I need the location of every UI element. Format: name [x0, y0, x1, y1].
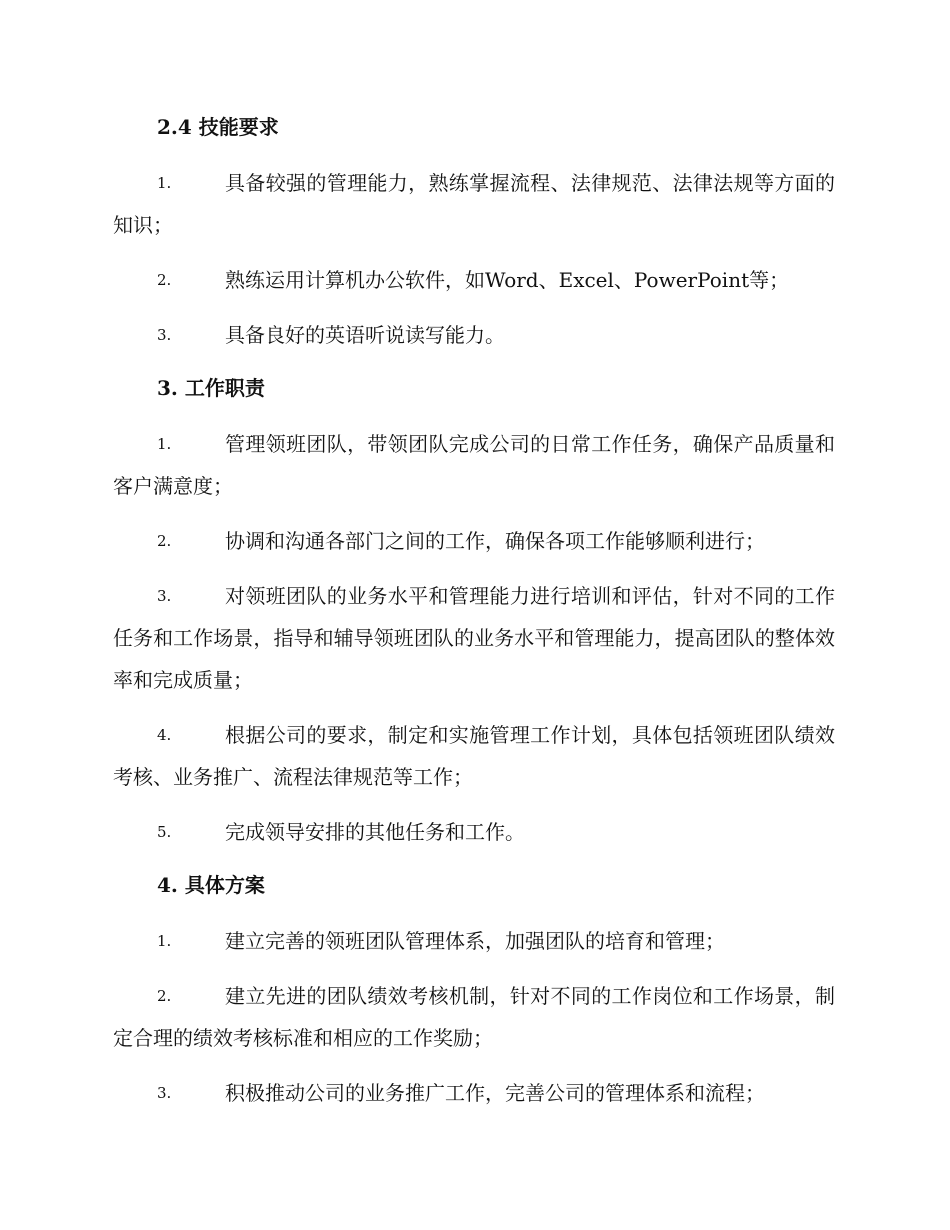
list-item-number: 1.	[157, 435, 172, 453]
list-item	[113, 714, 835, 798]
list-item-number: 2.	[157, 271, 172, 289]
list-item-text: 对领班团队的业务水平和管理能力进行培训和评估，针对不同的工作任务和工作场景，指导和辅导领班团队的业务水平和管理能力，提高团队的整体效率和完成质量；	[113, 584, 835, 692]
list-item-text: 建立完善的领班团队管理体系，加强团队的培育和管理；	[225, 929, 725, 953]
section-heading: 2.4 技能要求	[157, 115, 279, 139]
list-item-number: 1.	[157, 932, 172, 950]
list-item-number: 3.	[157, 1084, 172, 1102]
list-item-number: 2.	[157, 532, 172, 550]
section-heading: 3. 工作职责	[157, 376, 265, 400]
list-item	[113, 520, 835, 562]
list-item	[113, 920, 835, 962]
list-item	[113, 575, 835, 701]
list-item-text: 积极推动公司的业务推广工作，完善公司的管理体系和流程；	[225, 1081, 765, 1105]
list-item-number: 4.	[157, 726, 172, 744]
section-skills	[113, 108, 835, 356]
document-page	[113, 108, 835, 1127]
list-item	[113, 811, 835, 853]
list-item	[113, 162, 835, 246]
section-heading: 4. 具体方案	[157, 873, 265, 897]
list-item-number: 3.	[157, 326, 172, 344]
section-plan	[113, 866, 835, 1114]
list-item-text: 管理领班团队，带领团队完成公司的日常工作任务，确保产品质量和客户满意度；	[113, 432, 835, 498]
list-item	[113, 1072, 835, 1114]
list-item-text: 根据公司的要求，制定和实施管理工作计划，具体包括领班团队绩效考核、业务推广、流程法律规范等工作；	[113, 723, 835, 789]
list-item	[113, 975, 835, 1059]
list-item-text: 具备较强的管理能力，熟练掌握流程、法律规范、法律法规等方面的知识；	[113, 171, 835, 237]
list-item-text: 完成领导安排的其他任务和工作。	[225, 820, 525, 844]
list-item-text: 建立先进的团队绩效考核机制，针对不同的工作岗位和工作场景，制定合理的绩效考核标准和相应的工作奖励；	[113, 984, 835, 1050]
list-item-text: 具备良好的英语听说读写能力。	[225, 323, 505, 347]
list-item	[113, 314, 835, 356]
list-item	[113, 259, 835, 301]
list-item-number: 3.	[157, 587, 172, 605]
list-item-text: 熟练运用计算机办公软件，如Word、Excel、PowerPoint等；	[225, 268, 790, 292]
list-item-text: 协调和沟通各部门之间的工作，确保各项工作能够顺利进行；	[225, 529, 765, 553]
list-item-number: 1.	[157, 174, 172, 192]
list-item-number: 2.	[157, 987, 172, 1005]
list-item	[113, 423, 835, 507]
list-item-number: 5.	[157, 823, 172, 841]
section-duties	[113, 369, 835, 853]
